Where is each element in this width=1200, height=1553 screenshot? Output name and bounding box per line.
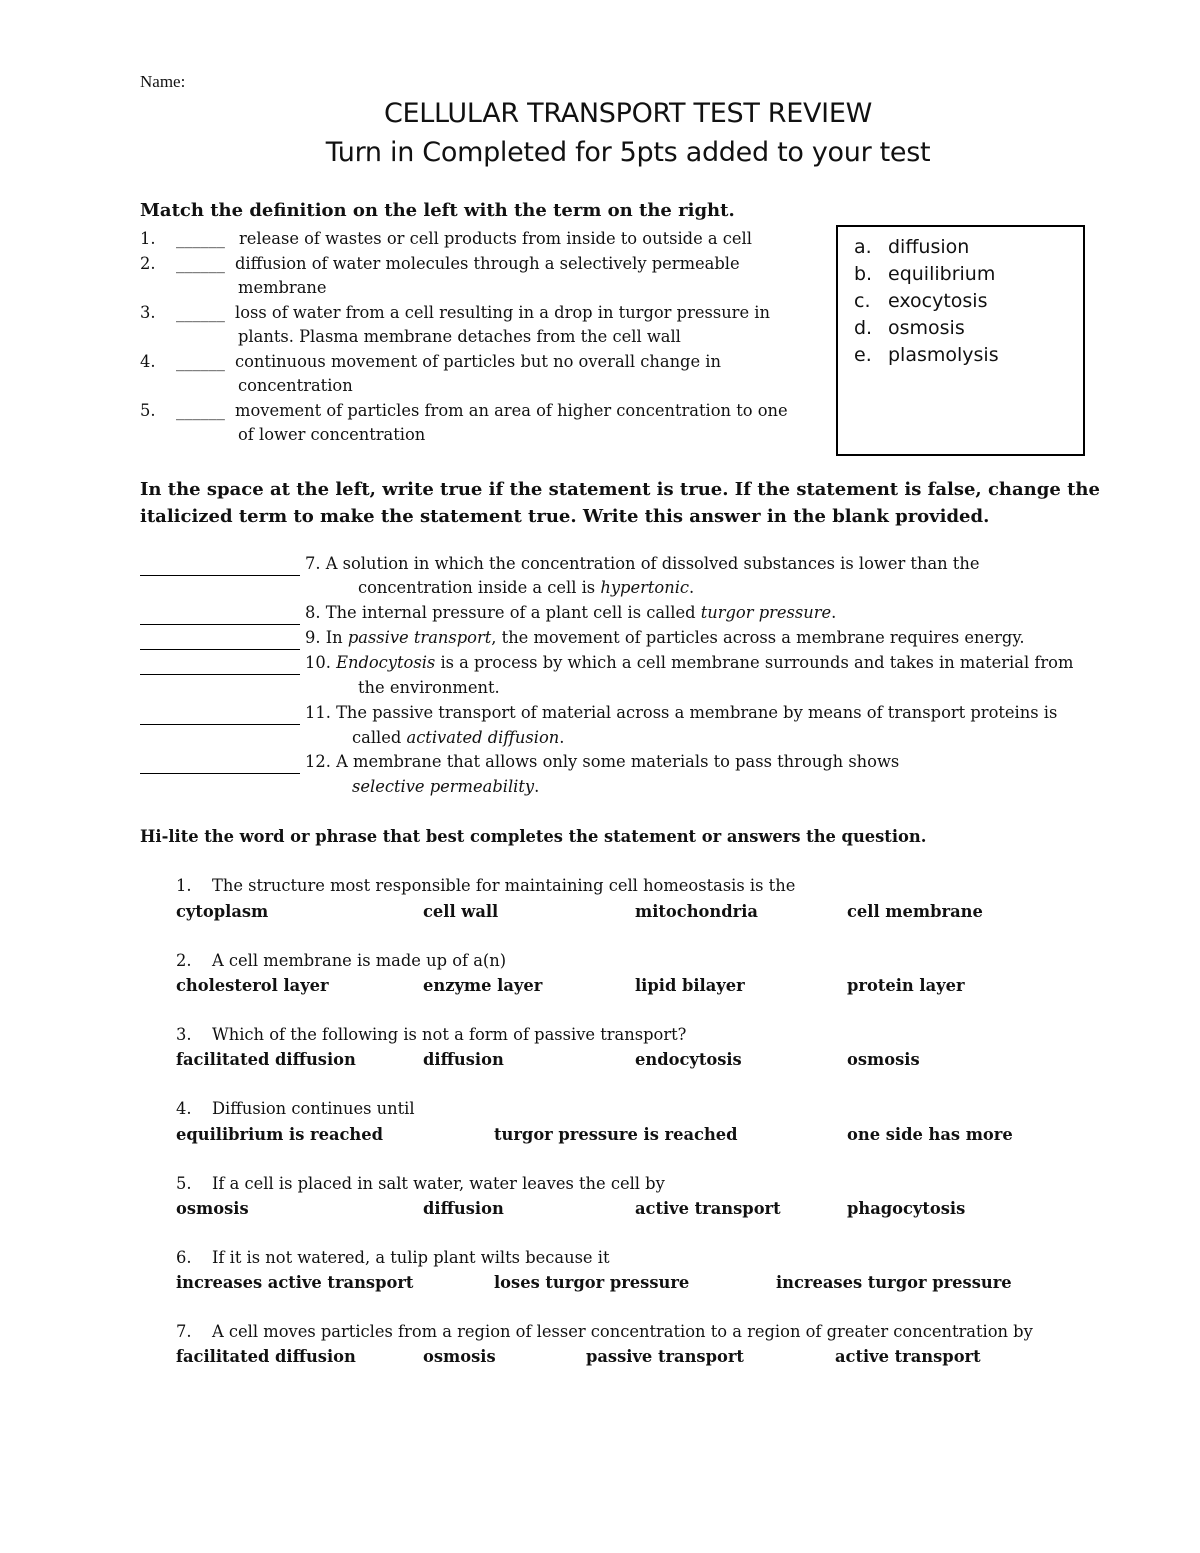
answer-option[interactable]: cell wall [423,902,499,921]
italic-term: activated diffusion [406,728,560,747]
statement-text: 7. A solution in which the concentration of dissolved substances is lower than the [305,554,980,573]
statement-continuation [358,576,694,601]
statement-continuation [352,726,564,751]
answer-option[interactable]: endocytosis [635,1050,742,1069]
item-number: 3. [140,303,156,322]
answer-option[interactable]: cell membrane [847,902,983,921]
answer-option[interactable]: active transport [635,1199,781,1218]
definition-text: continuous movement of particles but no overall change in [235,352,721,371]
item-number: 5. [140,401,156,420]
definition-text: concentration [238,376,353,395]
question-text: The structure most responsible for maintaining cell homeostasis is the [212,876,796,895]
italic-term: hypertonic [600,578,690,597]
page-subtitle: Turn in Completed for 5pts added to your test [325,137,931,168]
definition-text: membrane [238,278,327,297]
answer-option[interactable]: equilibrium is reached [176,1125,384,1144]
answer-blank[interactable]: ______ [176,352,225,371]
statement-text: 10. [305,653,337,672]
statement-text: . [831,603,837,622]
true-false-list [0,552,1190,802]
answer-option[interactable]: mitochondria [635,902,758,921]
question-text: If it is not watered, a tulip plant wilts because it [212,1248,610,1267]
statement-text: 12. A membrane that allows only some materials to pass through shows [305,752,900,771]
answer-blank[interactable]: ______ [176,229,225,248]
term-text: diffusion [888,236,970,258]
statement-continuation: the environment. [358,678,500,697]
statement-continuation [352,775,539,800]
italic-term: passive transport [347,628,492,647]
term-item [854,236,969,258]
answer-option[interactable]: phagocytosis [847,1199,966,1218]
question-text: If a cell is placed in salt water, water leaves the cell by [212,1174,665,1193]
answer-line[interactable] [140,552,300,576]
statement-text: concentration inside a cell is [358,578,601,597]
item-number: 2. [140,254,156,273]
answer-option[interactable]: turgor pressure is reached [494,1125,738,1144]
statement [305,651,1073,676]
italic-term: Endocytosis [336,653,436,672]
answer-option[interactable]: passive transport [586,1347,744,1366]
definition-text: release of wastes or cell products from inside to outside a cell [239,229,752,248]
instruction-line: In the space at the left, write true if the statement is true. If the statement is false, change the [140,479,1100,500]
term-text: equilibrium [888,263,996,285]
answer-option[interactable]: protein layer [847,976,965,995]
answer-option[interactable]: diffusion [423,1199,504,1218]
statement [305,626,1025,651]
term-text: exocytosis [888,290,988,312]
multiple-choice-list [0,876,1190,1396]
definition-text: loss of water from a cell resulting in a drop in turgor pressure in [235,303,770,322]
statement-text: called [352,728,407,747]
answer-option[interactable]: active transport [835,1347,981,1366]
instruction-line: italicized term to make the statement true. Write this answer in the blank provided. [140,506,990,527]
statement-text: 8. The internal pressure of a plant cell is called [305,603,701,622]
term-text: plasmolysis [888,344,999,366]
answer-option[interactable]: cholesterol layer [176,976,329,995]
answer-option[interactable]: facilitated diffusion [176,1050,356,1069]
answer-blank[interactable]: ______ [176,303,225,322]
answer-option[interactable]: diffusion [423,1050,504,1069]
term-letter: b. [854,263,873,285]
answer-option[interactable]: osmosis [423,1347,496,1366]
answer-option[interactable]: loses turgor pressure [494,1273,690,1292]
answer-line[interactable] [140,626,300,650]
item-number: 1. [140,229,156,248]
matching-instruction: Match the definition on the left with the term on the right. [140,200,735,221]
name-label: Name: [140,72,186,91]
question-number: 4. [176,1099,192,1118]
true-false-instruction [140,476,1100,530]
question-number: 2. [176,951,192,970]
answer-line[interactable] [140,601,300,625]
answer-option[interactable]: increases turgor pressure [776,1273,1012,1292]
question-text: Diffusion continues until [212,1099,415,1118]
term-item [854,263,995,285]
definition-text: plants. Plasma membrane detaches from the cell wall [238,327,681,346]
statement-text: . [559,728,565,747]
term-item [854,344,999,366]
term-letter: e. [854,344,872,366]
item-number: 4. [140,352,156,371]
answer-option[interactable]: osmosis [847,1050,920,1069]
page-title: CELLULAR TRANSPORT TEST REVIEW [383,98,873,129]
matching-list [0,227,830,457]
question-text: A cell membrane is made up of a(n) [212,951,507,970]
statement-text: 9. In [305,628,348,647]
answer-option[interactable]: osmosis [176,1199,249,1218]
answer-option[interactable]: increases active transport [176,1273,414,1292]
statement [305,601,836,626]
answer-option[interactable]: one side has more [847,1125,1013,1144]
multiple-choice-instruction: Hi-lite the word or phrase that best completes the statement or answers the question. [140,827,927,846]
term-item [854,290,987,312]
italic-term: turgor pressure [700,603,832,622]
answer-line[interactable] [140,701,300,725]
answer-blank[interactable]: ______ [176,254,225,273]
term-box [836,225,1085,456]
term-letter: d. [854,317,873,339]
term-letter: a. [854,236,872,258]
answer-option[interactable]: facilitated diffusion [176,1347,356,1366]
answer-blank[interactable]: ______ [176,401,225,420]
question-number: 7. [176,1322,192,1341]
definition-text: movement of particles from an area of higher concentration to one [235,401,788,420]
answer-line[interactable] [140,750,300,774]
term-item [854,317,965,339]
statement-text: . [534,777,540,796]
definition-text: diffusion of water molecules through a selectively permeable [235,254,740,273]
question-number: 5. [176,1174,192,1193]
statement-text: . [689,578,695,597]
statement-text: is a process by which a cell membrane surrounds and takes in material from [435,653,1074,672]
answer-line[interactable] [140,651,300,675]
question-text: A cell moves particles from a region of lesser concentration to a region of greater concentration by [212,1322,1033,1341]
question-text: Which of the following is not a form of passive transport? [212,1025,687,1044]
statement-text: 11. The passive transport of material across a membrane by means of transport proteins is [305,703,1058,722]
question-number: 3. [176,1025,192,1044]
answer-option[interactable]: cytoplasm [176,902,269,921]
term-letter: c. [854,290,871,312]
term-text: osmosis [888,317,965,339]
answer-option[interactable]: enzyme layer [423,976,543,995]
definition-text: of lower concentration [238,425,426,444]
question-number: 6. [176,1248,192,1267]
question-number: 1. [176,876,192,895]
statement-text: , the movement of particles across a membrane requires energy. [491,628,1025,647]
italic-term: selective permeability [352,777,535,796]
answer-option[interactable]: lipid bilayer [635,976,745,995]
